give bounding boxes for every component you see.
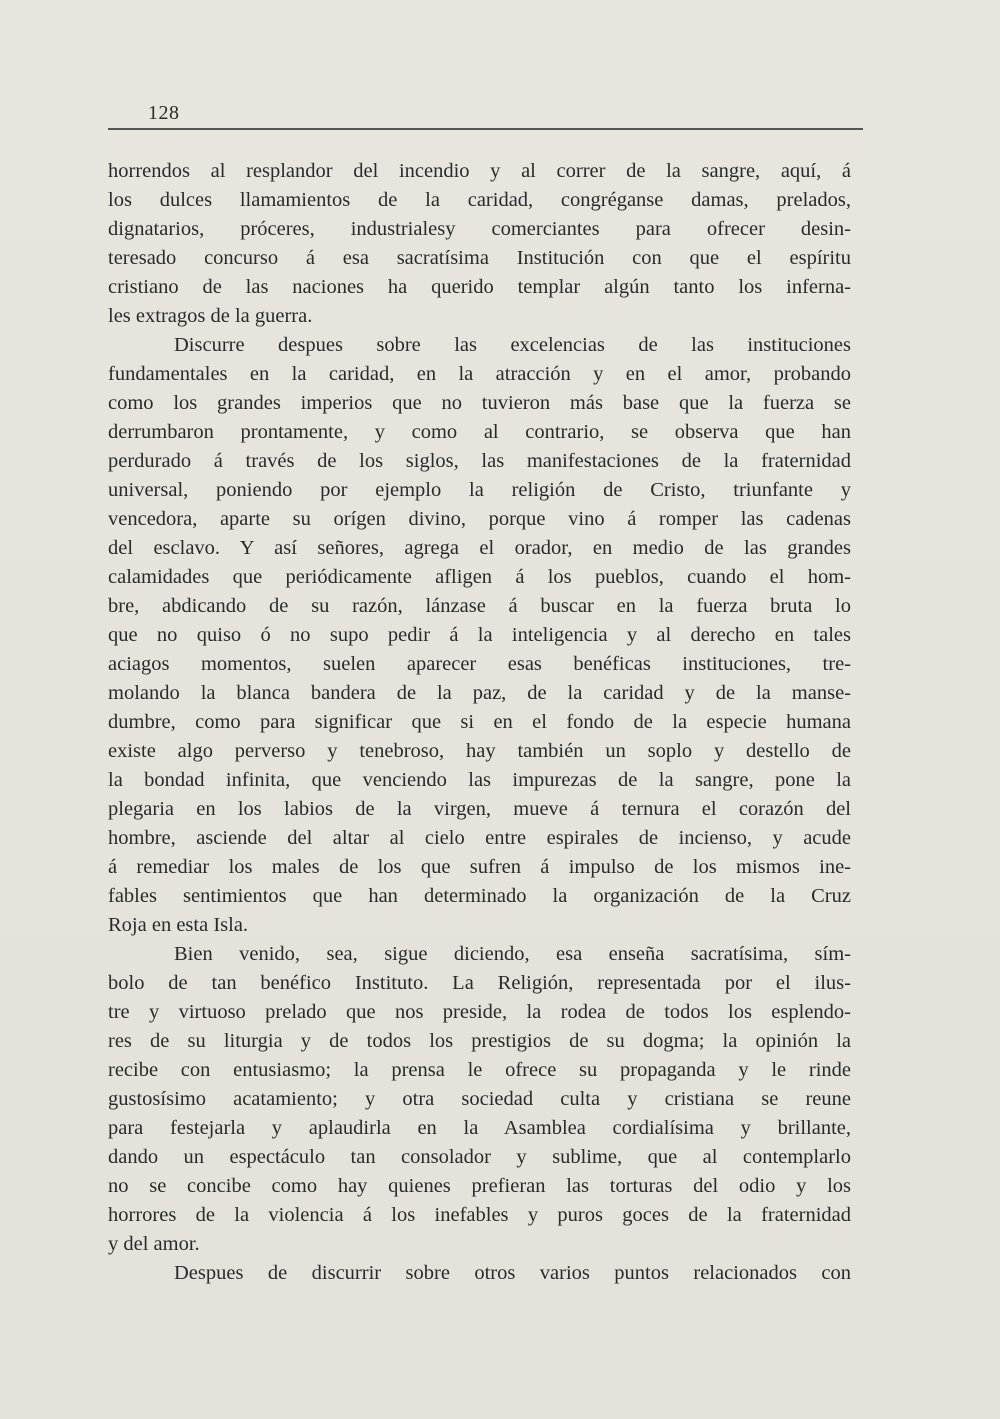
text-line: recibe con entusiasmo; la prensa le ofrece su propaganda y le rinde (108, 1059, 851, 1081)
text-line: fables sentimientos que han determinado la organización de la Cruz (108, 885, 851, 907)
text-line: dignatarios, próceres, industrialesy comerciantes para ofrecer desin- (108, 218, 851, 240)
text-line: del esclavo. Y así señores, agrega el orador, en medio de las grandes (108, 537, 851, 559)
text-line: universal, poniendo por ejemplo la religión de Cristo, triunfante y (108, 479, 851, 501)
text-line: Bien venido, sea, sigue diciendo, esa enseña sacratísima, sím- (174, 943, 851, 965)
text-line: bolo de tan benéfico Instituto. La Religión, representada por el ilus- (108, 972, 851, 994)
page-number: 128 (148, 102, 180, 124)
text-line: no se concibe como hay quienes prefieran las torturas del odio y los (108, 1175, 851, 1197)
text-line: tre y virtuoso prelado que nos preside, la rodea de todos los esplendo- (108, 1001, 851, 1023)
text-line: fundamentales en la caridad, en la atracción y en el amor, probando (108, 363, 851, 385)
text-line: bre, abdicando de su razón, lánzase á buscar en la fuerza bruta lo (108, 595, 851, 617)
text-line: existe algo perverso y tenebroso, hay también un soplo y destello de (108, 740, 851, 762)
text-line: para festejarla y aplaudirla en la Asamblea cordialísima y brillante, (108, 1117, 851, 1139)
text-line: horrores de la violencia á los inefables y puros goces de la fraternidad (108, 1204, 851, 1226)
text-line: hombre, asciende del altar al cielo entre espirales de incienso, y acude (108, 827, 851, 849)
text-line: que no quiso ó no supo pedir á la inteligencia y al derecho en tales (108, 624, 851, 646)
text-line: res de su liturgia y de todos los prestigios de su dogma; la opinión la (108, 1030, 851, 1052)
text-line: gustosísimo acatamiento; y otra sociedad culta y cristiana se reune (108, 1088, 851, 1110)
text-line: como los grandes imperios que no tuvieron más base que la fuerza se (108, 392, 851, 414)
text-line: molando la blanca bandera de la paz, de la caridad y de la manse- (108, 682, 851, 704)
text-line: Roja en esta Isla. (108, 914, 249, 936)
body-text (108, 157, 851, 1288)
text-line: teresado concurso á esa sacratísima Institución con que el espíritu (108, 247, 851, 269)
text-line: los dulces llamamientos de la caridad, congréganse damas, prelados, (108, 189, 851, 211)
text-line: Despues de discurrir sobre otros varios puntos relacionados con (174, 1262, 851, 1284)
text-line: vencedora, aparte su orígen divino, porque vino á romper las cadenas (108, 508, 851, 530)
text-line: plegaria en los labios de la virgen, mueve á ternura el corazón del (108, 798, 851, 820)
text-line: la bondad infinita, que venciendo las impurezas de la sangre, pone la (108, 769, 851, 791)
text-line: dumbre, como para significar que si en el fondo de la especie humana (108, 711, 851, 733)
header-rule (108, 128, 863, 130)
text-line: aciagos momentos, suelen aparecer esas benéficas instituciones, tre- (108, 653, 851, 675)
text-line: horrendos al resplandor del incendio y al correr de la sangre, aquí, á (108, 160, 851, 182)
text-line: dando un espectáculo tan consolador y sublime, que al contemplarlo (108, 1146, 851, 1168)
text-line: les extragos de la guerra. (108, 305, 313, 327)
text-line: Discurre despues sobre las excelencias de las instituciones (174, 334, 851, 356)
text-line: á remediar los males de los que sufren á impulso de los mismos ine- (108, 856, 851, 878)
text-line: y del amor. (108, 1233, 200, 1255)
text-line: perdurado á través de los siglos, las manifestaciones de la fraternidad (108, 450, 851, 472)
text-line: derrumbaron prontamente, y como al contrario, se observa que han (108, 421, 851, 443)
text-line: cristiano de las naciones ha querido templar algún tanto los inferna- (108, 276, 851, 298)
text-line: calamidades que periódicamente afligen á los pueblos, cuando el hom- (108, 566, 851, 588)
